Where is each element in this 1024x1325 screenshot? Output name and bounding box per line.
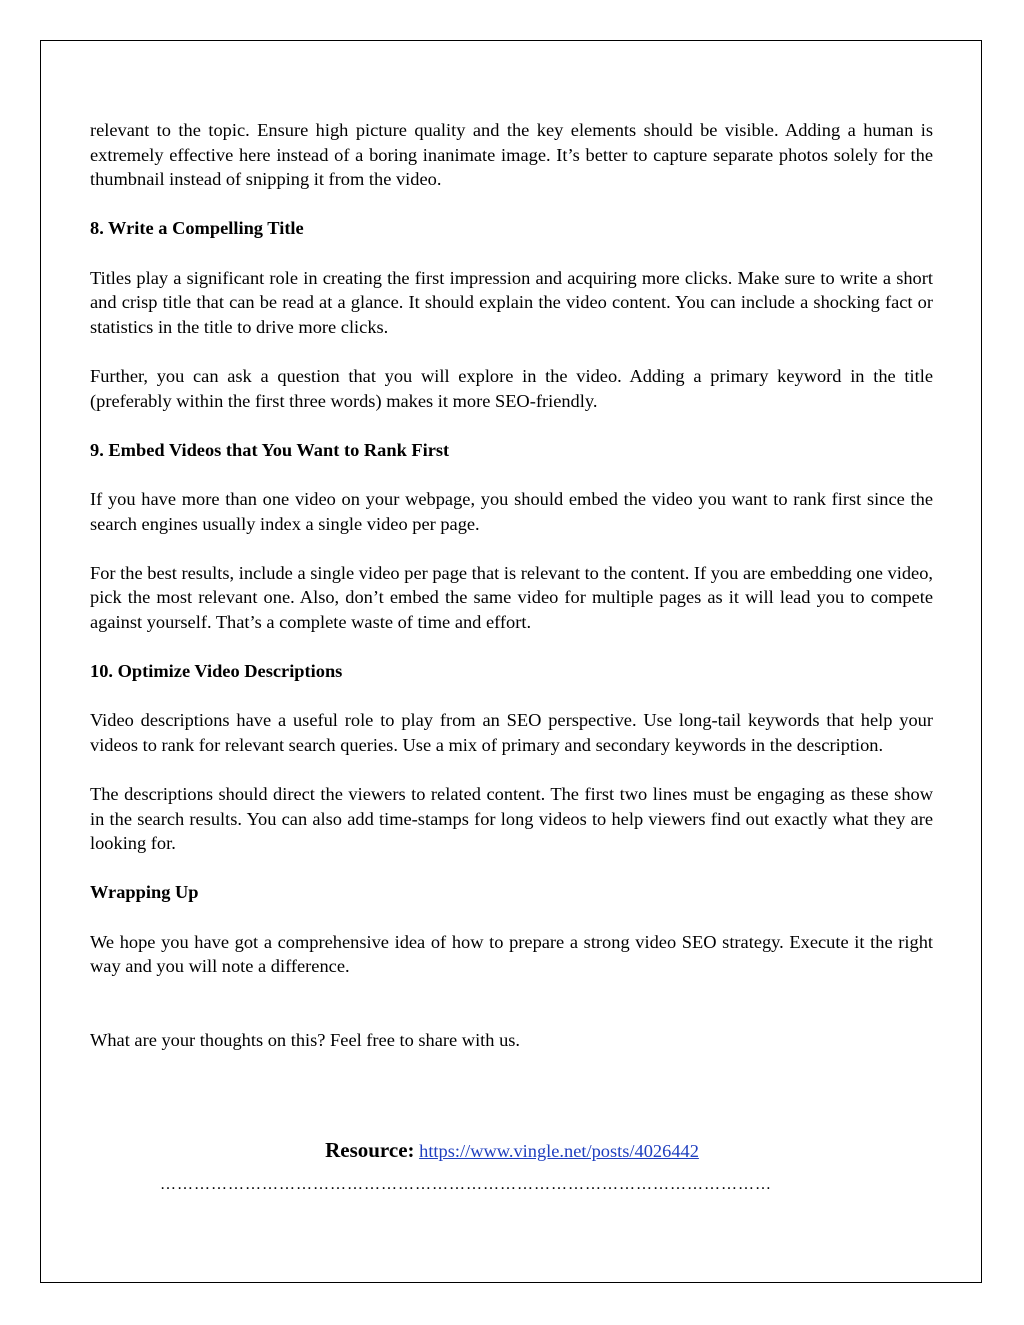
dotted-divider: ………………………………………………………………………………………………	[160, 1176, 772, 1193]
section-heading-9: 9. Embed Videos that You Want to Rank First	[90, 439, 450, 460]
section-heading-10: 10. Optimize Video Descriptions	[90, 661, 343, 682]
section-heading-8: 8. Write a Compelling Title	[90, 218, 304, 239]
resource-label: Resource:	[325, 1138, 415, 1162]
section-heading-wrapping-up: Wrapping Up	[90, 882, 199, 903]
closing-question: What are your thoughts on this? Feel free to share with us.	[90, 1029, 521, 1050]
section-8-paragraph-2: Further, you can ask a question that you will explore in the video. Adding a primary keyword in the title (preferably within the first three words) makes it more SEO-friendly.	[90, 365, 933, 411]
section-9-paragraph-2: For the best results, include a single video per page that is relevant to the content. If you are embedding one video, pick the most relevant one. Also, don’t embed the same video for multiple pages as it will lead you to compete against yourself. That’s a complete waste of time and effort.	[90, 562, 933, 632]
section-8-paragraph-1: Titles play a significant role in creating the first impression and acquiring more clicks. Make sure to write a short and crisp title that can be read at a glance. It should explain the video content. You can include a shocking fact or statistics in the title to drive more clicks.	[90, 267, 933, 337]
section-10-paragraph-1: Video descriptions have a useful role to play from an SEO perspective. Use long-tail keywords that help your videos to rank for relevant search queries. Use a mix of primary and secondary keywords in the description.	[90, 710, 933, 755]
resource-link[interactable]: https://www.vingle.net/posts/4026442	[419, 1141, 699, 1161]
intro-paragraph: relevant to the topic. Ensure high picture quality and the key elements should be visible. Adding a human is extremely effective here instead of a boring inanimate image. It’s better to capture separate photos solely for the thumbnail instead of snipping it from the video.	[90, 120, 933, 190]
wrapping-up-paragraph: We hope you have got a comprehensive idea of how to prepare a strong video SEO strategy. Execute it the right way and you will note a difference.	[90, 931, 933, 977]
resource-line	[0, 1138, 1024, 1163]
document-body	[90, 118, 933, 1052]
section-9-paragraph-1: If you have more than one video on your webpage, you should embed the video you want to rank first since the search engines usually index a single video per page.	[90, 488, 933, 534]
section-10-paragraph-2: The descriptions should direct the viewers to related content. The first two lines must be engaging as these show in the search results. You can also add time-stamps for long videos to help viewers find out exactly what they are looking for.	[90, 784, 933, 854]
